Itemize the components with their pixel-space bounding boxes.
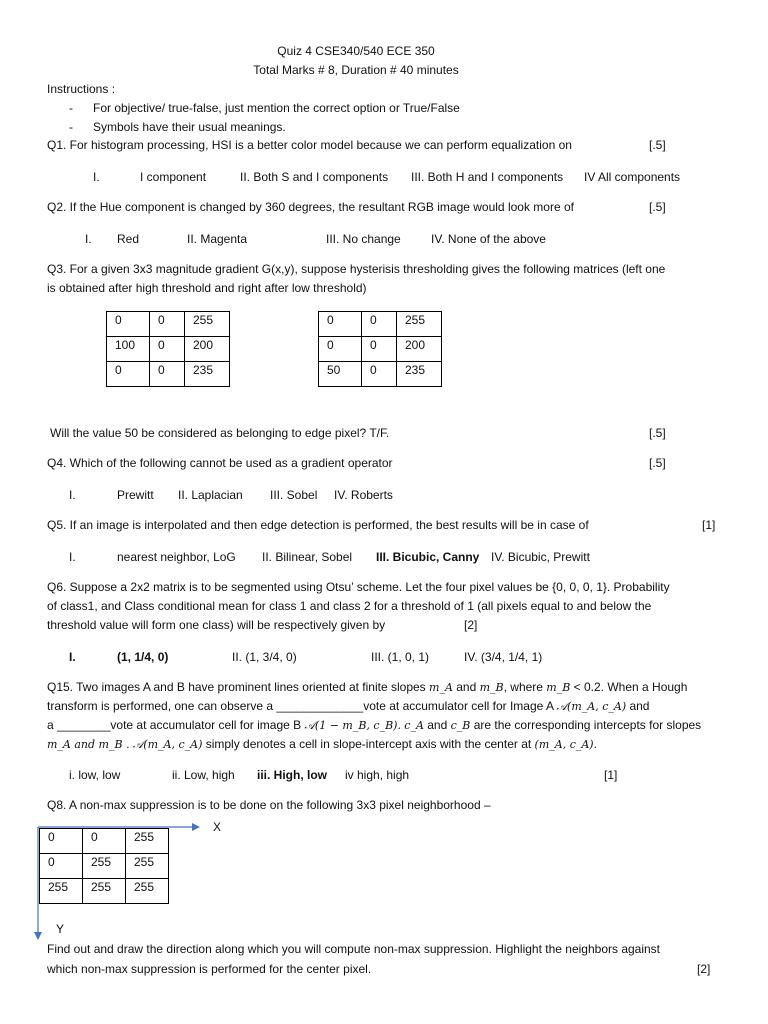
q1-option: I component [140,170,207,184]
math-symbol: m_A and m_B . [47,738,130,751]
matrix-cell: 0 [40,854,83,879]
q15-text-part: and [427,718,448,732]
q2-option: I. [85,232,92,246]
q5-option: III. Bicubic, Canny [376,550,480,564]
instruction-item: Symbols have their usual meanings. [93,120,286,134]
q15-option: iv high, high [345,768,410,782]
matrix-cell: 255 [40,879,83,904]
matrix-cell: 0 [107,312,150,337]
q2-option: II. Magenta [187,232,248,246]
instruction-item: For objective/ true-false, just mention the correct option or True/False [93,101,460,115]
q4-option: III. Sobel [270,488,318,502]
q15-option: i. low, low [69,768,121,782]
answer-blank[interactable]: _____________ [276,699,364,713]
q8-text: Q8. A non-max suppression is to be done on the following 3x3 pixel neighborhood – [47,798,491,812]
q4-text: Q4. Which of the following cannot be used as a gradient operator [47,456,393,470]
matrix-cell: 255 [126,829,169,854]
matrix-cell: 0 [150,312,185,337]
math-symbol: (m_A, c_A). [534,738,598,751]
quiz-subtitle: Total Marks # 8, Duration # 40 minutes [253,63,459,77]
q15-text-part: simply denotes a cell in slope-intercept axis with the center at [202,737,535,751]
q6-text: of class1, and Class conditional mean for class 1 and class 2 for a threshold of 1 (all pixels equal to and below the [47,599,652,613]
matrix-cell: 235 [397,362,442,387]
matrix-cell: 200 [397,337,442,362]
matrix-cell: 0 [107,362,150,387]
matrix-cell: 0 [319,337,362,362]
q6-text: threshold value will form one class) will be respectively given by [47,618,386,632]
q1-option: I. [93,170,100,184]
matrix-cell: 255 [397,312,442,337]
q1-text: Q1. For histogram processing, HSI is a better color model because we can perform equalization on [47,138,572,152]
y-arrowhead-icon [34,932,42,940]
q5-option: II. Bilinear, Sobel [262,550,353,564]
q15-option: ii. Low, high [172,768,235,782]
q3-marks: [.5] [649,426,666,440]
q15-marks: [1] [604,768,618,782]
matrix-cell: 0 [150,337,185,362]
q5-option: I. [69,550,76,564]
instruction-bullet: - [69,120,73,134]
matrix-cell: 0 [362,362,397,387]
q4-option: I. [69,488,76,502]
q2-option: III. No change [326,232,401,246]
q1-option: III. Both H and I components [411,170,564,184]
matrix-cell: 0 [362,312,397,337]
matrix-cell: 255 [126,854,169,879]
q15-option: iii. High, low [257,768,327,782]
matrix-cell: 200 [185,337,230,362]
q15-text-part: , where [503,680,547,694]
q2-option: IV. None of the above [431,232,546,246]
q15-text-part: and [452,680,480,694]
matrix-cell: 0 [83,829,126,854]
q15-text-part: vote at accumulator cell for image B [110,718,305,732]
x-axis-label: X [213,820,222,834]
q4-marks: [.5] [649,456,666,470]
instructions-heading: Instructions : [47,82,116,96]
q1-option: II. Both S and I components [240,170,389,184]
matrix-cell: 0 [319,312,362,337]
q6-option: II. (1, 3/4, 0) [232,650,297,664]
q15-text-part: and [626,699,650,713]
math-symbol: m_A [429,681,453,694]
matrix-cell: 50 [319,362,362,387]
matrix-cell: 0 [362,337,397,362]
q2-option: Red [117,232,140,246]
math-symbol: 𝒜(m_A, c_A) [132,738,203,751]
matrix-cell: 255 [126,879,169,904]
q15-text-part: < 0.2. When a Hough [570,680,688,694]
q3-question: Will the value 50 be considered as belonging to edge pixel? T/F. [50,426,390,440]
matrix-cell: 235 [185,362,230,387]
math-symbol: 𝒜(1 − m_B, c_B). [304,719,401,732]
q1-option: IV All components [584,170,681,184]
q3-text: is obtained after high threshold and right after low threshold) [47,281,367,295]
q3-text: Q3. For a given 3x3 magnitude gradient G(x,y), suppose hysterisis thresholding gives the following matrices (left one [47,262,666,276]
q5-marks: [1] [702,518,716,532]
q6-text: Q6. Suppose a 2x2 matrix is to be segmented using Otsu’ scheme. Let the four pixel values be {0, 0, 0, 1}. Probability [47,580,670,594]
q6-option: IV. (3/4, 1/4, 1) [464,650,543,664]
q15-text-part: a [47,718,58,732]
matrix-cell: 255 [185,312,230,337]
math-symbol: c_A [404,719,424,732]
instruction-bullet: - [69,101,73,115]
q8-marks: [2] [697,962,711,976]
x-arrowhead-icon [192,823,200,831]
matrix-cell: 0 [40,829,83,854]
q6-option: I. [69,650,76,664]
q15-text-part: are the corresponding intercepts for slopes [470,718,702,732]
q4-option: IV. Roberts [334,488,393,502]
q2-text: Q2. If the Hue component is changed by 360 degrees, the resultant RGB image would look more of [47,200,574,214]
q5-option: nearest neighbor, LoG [117,550,236,564]
q8-matrix [39,828,169,904]
q2-marks: [.5] [649,200,666,214]
answer-blank[interactable]: ________ [57,718,111,732]
q6-option: (1, 1/4, 0) [117,650,169,664]
matrix-cell: 255 [83,854,126,879]
y-axis-label: Y [56,922,65,936]
math-symbol: m_B [479,681,504,694]
q15-text-part: Q15. Two images A and B have prominent lines oriented at finite slopes [47,680,430,694]
quiz-title: Quiz 4 CSE340/540 ECE 350 [277,44,435,58]
q4-option: II. Laplacian [178,488,243,502]
q15-text-part: vote at accumulator cell for Image A [363,699,557,713]
math-symbol: m_B [546,681,571,694]
math-symbol: c_B [450,719,471,732]
q8-instruction: which non-max suppression is performed for the center pixel. [47,962,372,976]
q8-instruction: Find out and draw the direction along which you will compute non-max suppression. Highlight the neighbors against [47,942,661,956]
matrix-cell: 100 [107,337,150,362]
q4-option: Prewitt [117,488,154,502]
matrix-cell: 255 [83,879,126,904]
q5-text: Q5. If an image is interpolated and then edge detection is performed, the best results will be in case of [47,518,589,532]
math-symbol: 𝒜(m_A, c_A) [556,700,627,713]
q1-marks: [.5] [649,138,666,152]
matrix-cell: 0 [150,362,185,387]
q6-option: III. (1, 0, 1) [371,650,430,664]
q5-option: IV. Bicubic, Prewitt [491,550,590,564]
q6-marks: [2] [464,618,478,632]
q15-text-part: transform is performed, one can observe a [47,699,277,713]
